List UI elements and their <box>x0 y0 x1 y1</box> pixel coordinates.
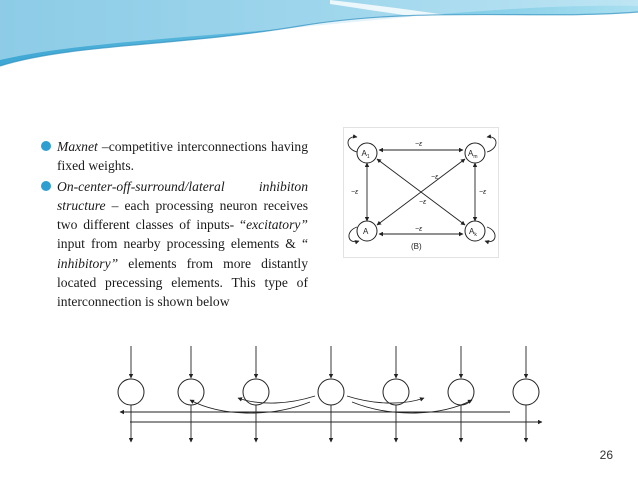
weight-diagonal-1: −ε <box>431 174 439 181</box>
bullet-dot-icon <box>41 141 51 151</box>
bullet-item-on-center <box>42 177 308 311</box>
neuron-2 <box>178 379 204 405</box>
node-ak <box>465 221 485 241</box>
header-wave-banner <box>0 0 638 80</box>
node-am-label: $A_m$ <box>468 149 478 160</box>
bullet-text-part-1: – each processing neuron receives two different classes of inputs- “ <box>57 198 308 233</box>
node-ai-label: A <box>363 227 369 236</box>
node-a1-label: $A_1$ <box>361 149 370 160</box>
term-excitatory: excitatory” <box>246 217 308 233</box>
weight-top: −ε <box>415 141 423 148</box>
bullet-text: –competitive interconnections having fixed weights. <box>57 139 308 174</box>
neuron-3 <box>243 379 269 405</box>
term-maxnet: Maxnet <box>57 139 98 154</box>
maxnet-diagram <box>343 127 499 258</box>
bullet-dot-icon <box>41 181 51 191</box>
weight-left: −ε <box>351 189 359 196</box>
weight-right: −ε <box>479 189 487 196</box>
bullet-item-maxnet <box>42 137 308 175</box>
bullet-text-part-3: elements from more distantly located precessing elements. This type of interconnection is shown below <box>57 255 308 309</box>
node-a1 <box>357 143 377 163</box>
bullet-list <box>42 137 308 311</box>
neuron-7 <box>513 379 539 405</box>
page-number: 26 <box>599 448 613 462</box>
neuron-4 <box>318 379 344 405</box>
node-ak-label: $A_k$ <box>469 227 477 238</box>
weight-bottom: −ε <box>415 226 423 233</box>
term-on-center: On-center-off-surround/lateral inhibiton structure <box>57 179 308 214</box>
neuron-5 <box>383 379 409 405</box>
diagram-caption: (B) <box>411 242 422 251</box>
weight-diagonal-2: −ε <box>419 199 427 206</box>
neuron-1 <box>118 379 144 405</box>
bullet-text-part-2: input from nearby processing elements & “ <box>57 236 308 252</box>
lateral-inhibition-diagram <box>110 342 552 450</box>
term-inhibitory: inhibitory” <box>57 255 119 271</box>
